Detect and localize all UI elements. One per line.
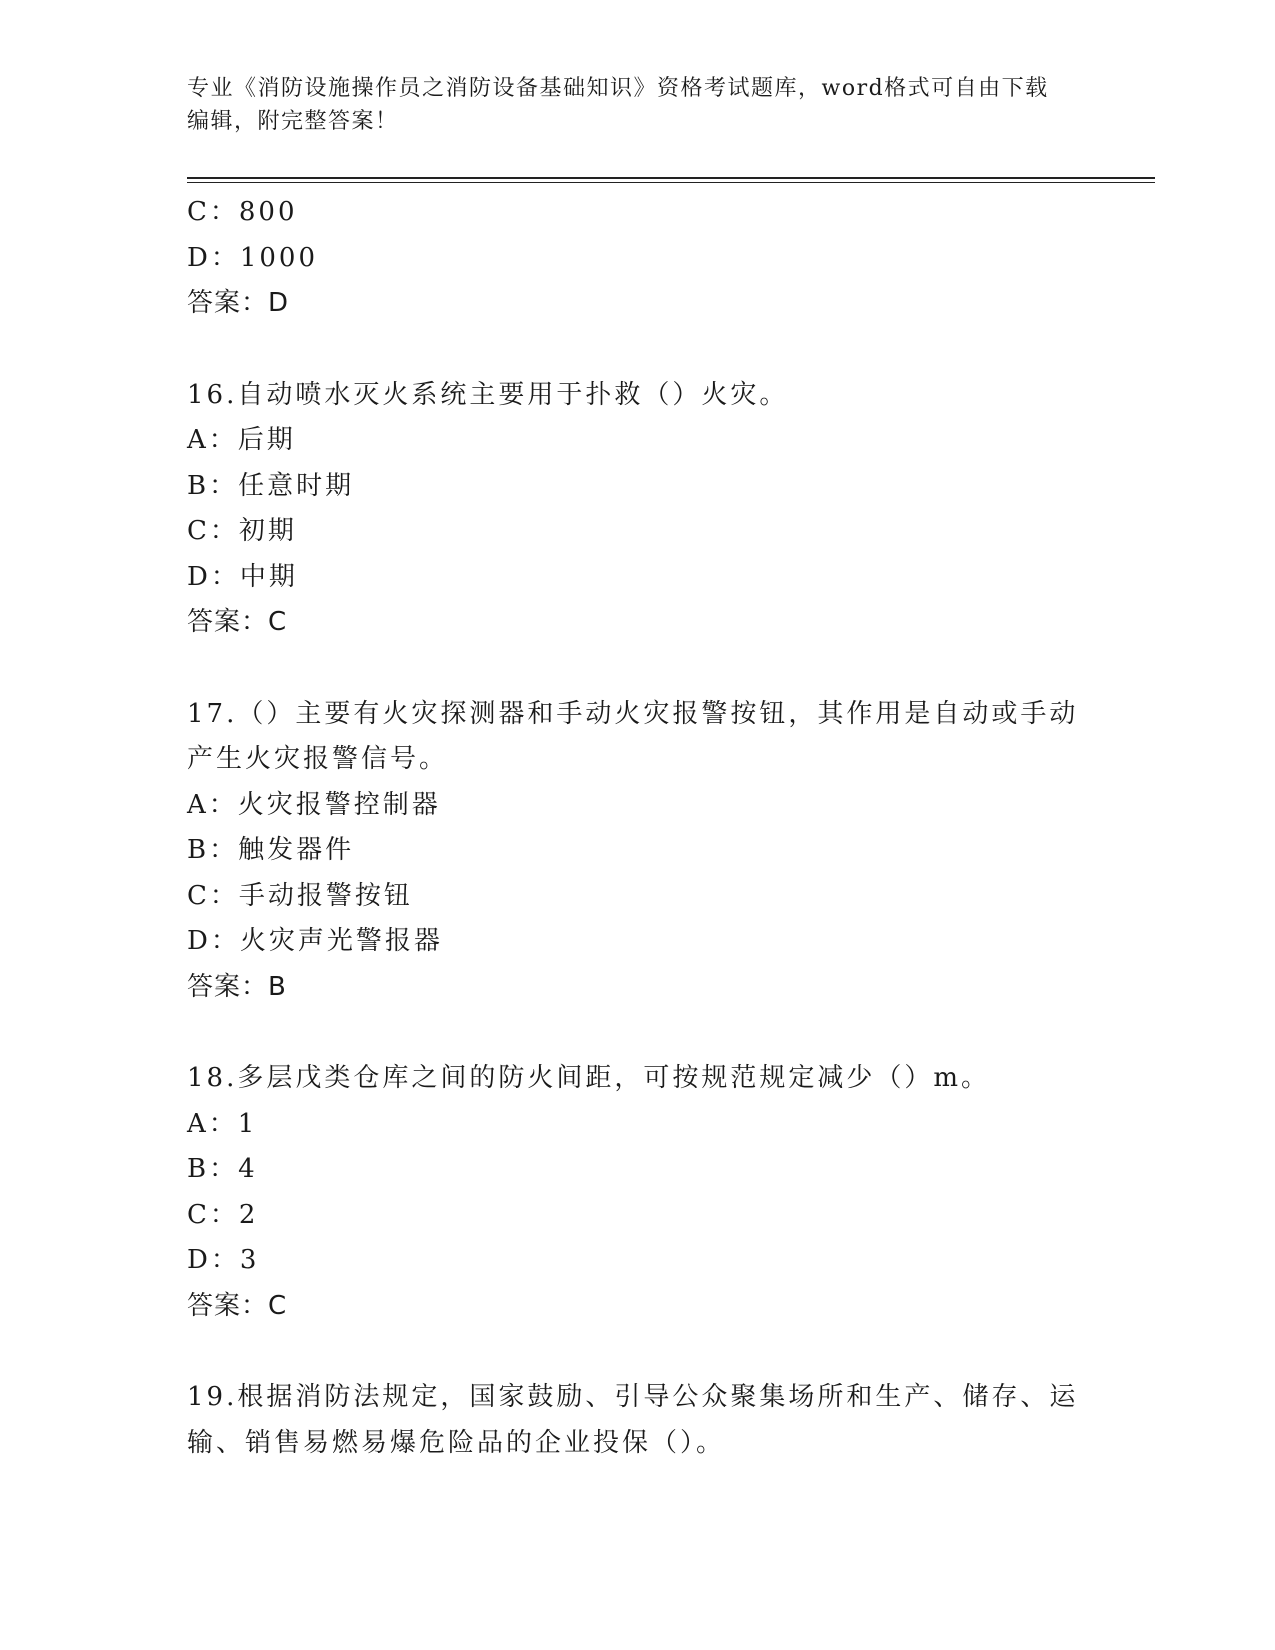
header-rule-thick [187,177,1155,179]
question-stem: 16.自动喷水灭火系统主要用于扑救（）火灾。 [187,379,789,410]
option-b: B：4 [187,1154,258,1184]
option-c: C：800 [187,197,298,227]
answer: 答案：C [187,607,288,637]
option-a: A：后期 [187,425,296,455]
option-a: A：火灾报警控制器 [187,789,441,820]
option-d: D：3 [187,1245,260,1275]
option-a: A：1 [187,1108,258,1139]
option-c: C：初期 [187,516,297,546]
header-rule-thin [187,182,1155,183]
option-c: C：手动报警按钮 [187,880,413,911]
question-stem: 18.多层戊类仓库之间的防火间距，可按规范规定减少（）m。 [187,1063,991,1093]
question-content [187,190,1087,1466]
option-d: D：中期 [187,561,298,592]
answer: 答案：B [187,971,287,1002]
option-b: B：触发器件 [187,835,355,865]
answer: 答案：D [187,288,290,318]
document-header: 专业《消防设施操作员之消防设备基础知识》资格考试题库，word格式可自由下载编辑，附完整答案！ [187,76,1049,134]
option-d: D：1000 [187,242,319,273]
answer: 答案：C [187,1290,288,1321]
option-c: C：2 [187,1199,259,1230]
option-d: D：火灾声光警报器 [187,926,443,956]
question-stem: 17.（）主要有火灾探测器和手动火灾报警按钮，其作用是自动或手动产生火灾报警信号。 [187,698,1079,774]
question-stem: 19.根据消防法规定，国家鼓励、引导公众聚集场所和生产、储存、运输、销售易燃易爆危险品的企业投保（）。 [187,1382,1079,1458]
option-b: B：任意时期 [187,470,355,501]
